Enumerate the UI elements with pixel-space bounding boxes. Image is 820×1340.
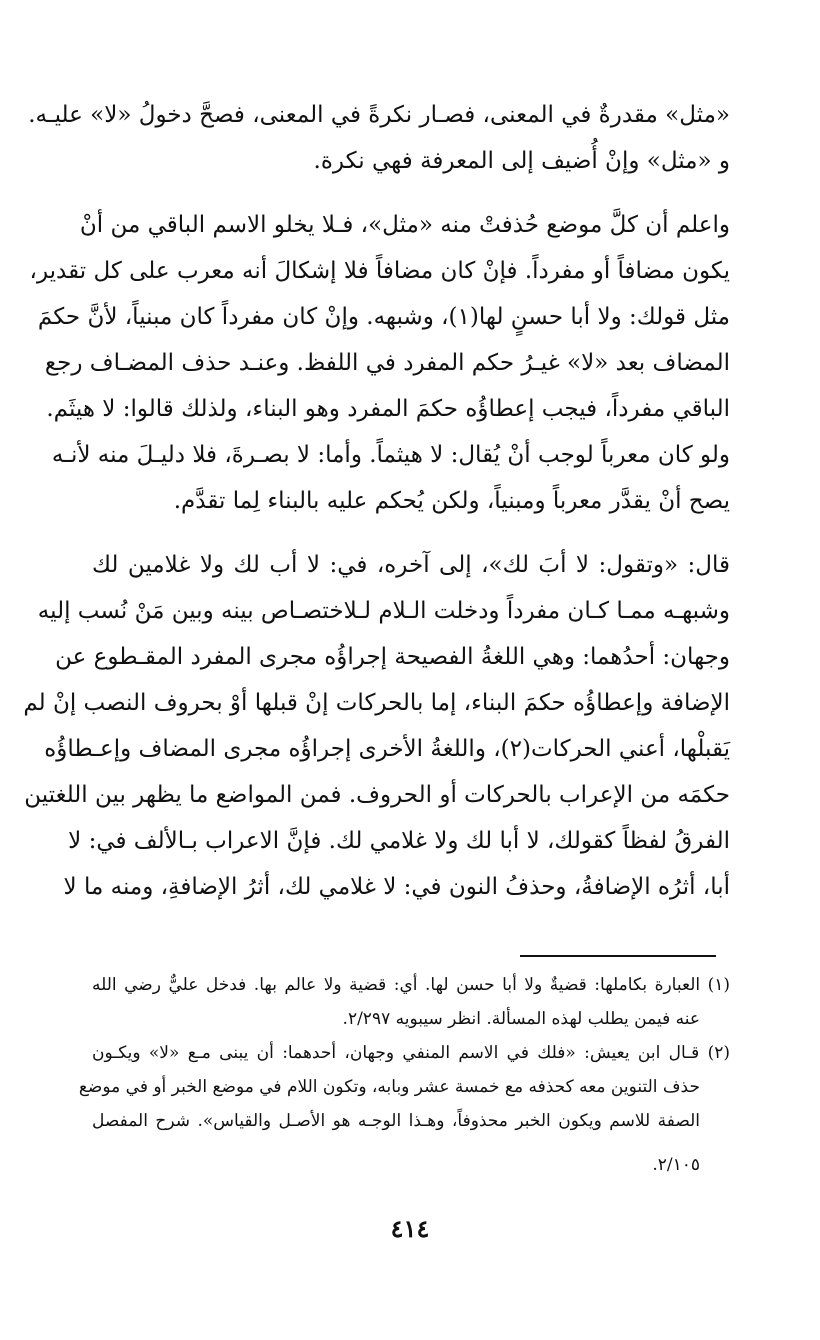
footnote-line: حذف التنوين معه كحذفه مع خمسة عشر وبابه، وتكون اللام في موضع الخبر أو في موضع	[78, 1077, 700, 1097]
text-line: ولو كان معرباً لوجب أنْ يُقال: لا هيثماً. وأما: لا بصـرةَ، فلا دليـلَ منه لأنـه	[51, 442, 730, 468]
footnote-line: (١) العبارة بكاملها: قضيةٌ ولا أبا حسن لها. أي: قضية ولا عالم بها. فدخل عليٌّ رضي الله	[92, 975, 730, 995]
text-line: يَقبلْها، أعني الحركات(٢)، واللغةُ الأخرى إجراؤُه مجرى المضاف وإعـطاؤُه	[44, 736, 730, 762]
footnote-line: ٢/١٠٥.	[652, 1155, 700, 1175]
text-line: يصح أنْ يقدَّر معرباً ومبنياً، ولكن يُحكم عليه بالبناء لِما تقدَّم.	[173, 488, 730, 514]
page-number: ٤١٤	[390, 1214, 430, 1243]
footnote-divider	[520, 955, 716, 957]
text-line: حكمَه من الإعراب بالحركات أو الحروف. فمن المواضع ما يظهر بين اللغتين	[24, 782, 730, 808]
text-line: الفرقُ لفظاً كقولك، لا أبا لك ولا غلامي لك. فإنَّ الاعراب بـالألف في: لا	[68, 828, 730, 854]
paragraph	[28, 92, 730, 184]
main-text	[23, 92, 730, 910]
text-line: المضاف بعد «لا» غيـرُ حكم المفرد في اللفظ. وعنـد حذف المضـاف رجع	[44, 350, 730, 376]
footnote-line: الصفة للاسم ويكون الخبر محذوفاً، وهـذا الوجـه هو الأصـل والقياس». شرح المفصل	[92, 1111, 700, 1131]
text-line: الإضافة وإعطاؤُه حكمَ البناء، إما بالحركات إنْ قبلها أوْ بحروف النصب إنْ لم	[23, 690, 730, 716]
footnote-2	[78, 1036, 730, 1182]
text-line: أبا، أثرُه الإضافةُ، وحذفُ النون في: لا غلامي لك، أثرُ الإضافةِ، ومنه ما لا	[63, 874, 730, 900]
footnote-line: (٢) قـال ابن يعيش: «فلك في الاسم المنفي وجهان، أحدهما: أن يبنى مـع «لا» ويكـون	[92, 1043, 730, 1063]
text-line: وشبهـه ممـا كـان مفرداً ودخلت الـلام لـلاختصـاص بينه وبين مَنْ نُسب إليه	[37, 598, 730, 624]
text-line: الباقي مفرداً، فيجب إعطاؤُه حكمَ المفرد وهو البناء، ولذلك قالوا: لا هيثَم.	[46, 396, 730, 422]
footnote-1	[92, 968, 730, 1036]
footnotes	[78, 968, 730, 1182]
footnote-line: عنه فيمن يطلب لهذه المسألة. انظر سيبويه ٢/٢٩٧.	[342, 1009, 700, 1029]
paragraph	[29, 202, 730, 524]
text-line: مثل قولك: ولا أبا حسنٍ لها(١)، وشبهه. وإنْ كان مفرداً كان مبنياً، لأنَّ حكمَ	[37, 304, 730, 330]
text-line: «مثل» مقدرةٌ في المعنى، فصـار نكرةً في المعنى، فصحَّ دخولُ «لا» عليـه.	[28, 102, 730, 128]
text-line: واعلم أن كلَّ موضع حُذفتْ منه «مثل»، فـلا يخلو الاسم الباقي من أنْ	[79, 212, 730, 238]
text-line: وجهان: أحدُهما: وهي اللغةُ الفصيحة إجراؤُه مجرى المفرد المقـطوع عن	[55, 644, 730, 670]
text-line: و «مثل» وإنْ أُضيف إلى المعرفة فهي نكرة.	[313, 148, 730, 174]
text-line: قال: «وتقول: لا أبَ لك»، إلى آخره، في: لا أب لك ولا غلامين لك	[92, 552, 730, 578]
text-line: يكون مضافاً أو مفرداً. فإنْ كان مضافاً فلا إشكالَ أنه معرب على كل تقدير،	[29, 258, 730, 284]
paragraph	[23, 542, 730, 910]
